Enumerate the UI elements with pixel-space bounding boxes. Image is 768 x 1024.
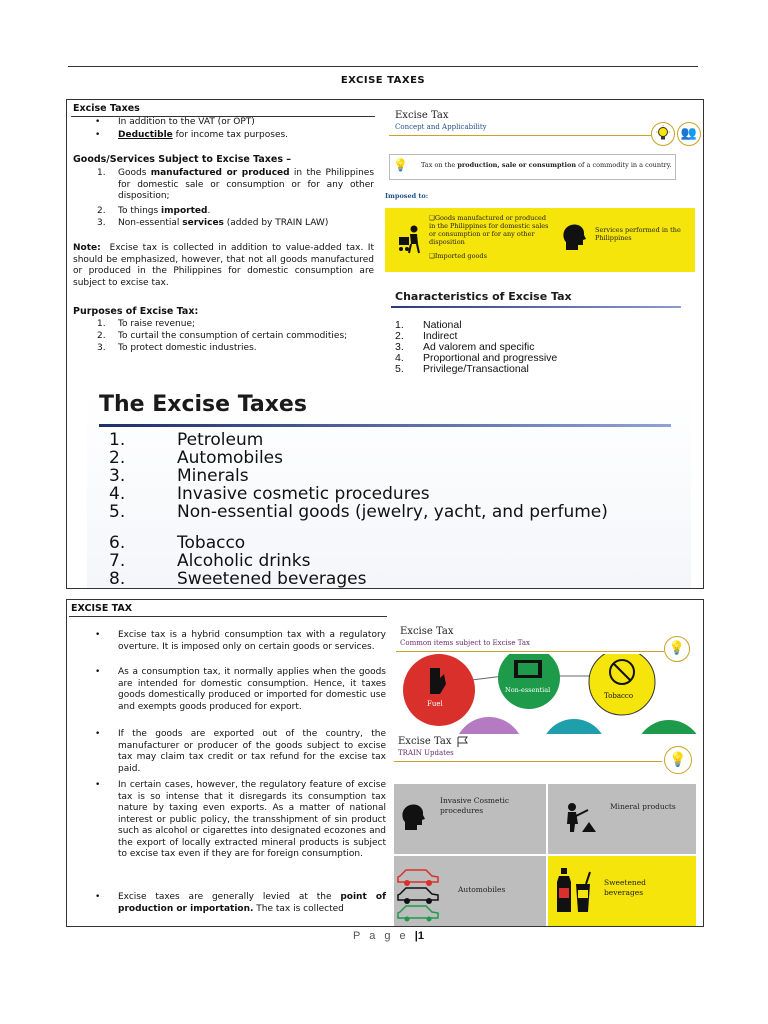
lightbulb-icon: 💡 <box>664 746 692 774</box>
cart-icon <box>397 224 423 254</box>
list-number: 3. <box>97 343 106 353</box>
cell-label: Invasive Cosmetic procedures <box>440 796 510 815</box>
services-text: Services performed in the Philippines <box>595 226 681 242</box>
list-number: 2. <box>109 448 126 468</box>
slide-common-items <box>394 620 698 738</box>
bullet-marker: • <box>95 892 101 902</box>
page-label: P a g e <box>353 930 409 942</box>
divider <box>396 651 664 652</box>
bullet-text: As a consumption tax, it normally applies when the goods are intended for domestic consumption. Hence, it taxes goods domestically produced or imported for domestic use and exempts goods produced for export. <box>118 667 386 712</box>
list-number: 6. <box>109 533 126 553</box>
list-number: 5. <box>395 363 404 375</box>
goods-heading: Goods/Services Subject to Excise Taxes – <box>73 154 292 165</box>
list-number: 1. <box>97 319 106 329</box>
slide-title: Excise Tax <box>395 110 449 121</box>
imposed-panel <box>385 208 695 272</box>
slide-title: Characteristics of Excise Tax <box>395 290 572 303</box>
slide-characteristics <box>385 286 701 376</box>
bullet-marker: • <box>95 780 101 790</box>
head-icon <box>400 802 426 832</box>
cell-label: Sweetened beverages <box>604 878 646 897</box>
list-number: 8. <box>109 569 126 589</box>
list-number: 4. <box>109 484 126 504</box>
cell-mineral <box>548 784 696 854</box>
goods-item: Goods manufactured or produced in the Philippines for domestic sale or consumption or for any other disposition; <box>118 168 375 201</box>
slide-subtitle: Common items subject to Excise Tax <box>400 639 530 647</box>
characteristic-item: Privilege/Transactional <box>423 363 529 375</box>
head-icon <box>561 222 587 252</box>
divider <box>389 135 651 136</box>
circle-label-tobacco: Tobacco <box>604 692 634 700</box>
goods-item: ❑Goods manufactured or produced in the Philippines for domestic sales or consumption or for any other disposition <box>429 214 549 246</box>
list-number: 3. <box>109 466 126 486</box>
list-number: 4. <box>395 352 404 364</box>
lightbulb-icon: 💡 <box>393 158 408 172</box>
tax-item: Invasive cosmetic procedures <box>177 484 430 504</box>
list-number: 3. <box>97 218 106 228</box>
purpose-item: To raise revenue; <box>118 319 196 329</box>
goods-item: ❑Imported goods <box>429 252 487 260</box>
bullet-text: In addition to the VAT (or OPT) <box>118 117 255 127</box>
lightbulb-icon <box>651 122 675 146</box>
tax-item: Non-essential goods (jewelry, yacht, and perfume) <box>177 502 608 522</box>
slide-title: The Excise Taxes <box>99 392 307 417</box>
heading-underline <box>69 616 387 617</box>
list-number: 5. <box>109 502 126 522</box>
people-icon: 👥 <box>677 122 701 146</box>
cell-label: Automobiles <box>458 885 506 894</box>
purposes-heading: Purposes of Excise Tax: <box>73 306 199 317</box>
page-footer <box>353 930 424 942</box>
tax-item: Alcoholic drinks <box>177 551 311 571</box>
bullet-marker: • <box>95 117 101 127</box>
tax-item: Sweetened beverages <box>177 569 367 589</box>
divider <box>391 306 681 308</box>
slide-subtitle: TRAIN Updates <box>398 749 454 757</box>
tax-item: Minerals <box>177 466 249 486</box>
slide-subtitle: Concept and Applicability <box>395 123 487 131</box>
cell-label: Mineral products <box>610 802 676 811</box>
imposed-label: Imposed to: <box>385 192 429 200</box>
flag-icon <box>456 736 470 748</box>
bullet-text: In certain cases, however, the regulatory feature of excise tax is so intense that it disregards its consumption tax nature by taxing even exports. As a matter of national interest or public policy, the transshipment of sin product such as alcohol or cigarettes into designated ecozones and the export of locally extracted mineral products is subject to excise tax even if they are for foreign consumption. <box>118 780 386 859</box>
characteristic-item: Proportional and progressive <box>423 352 558 364</box>
characteristic-item: National <box>423 319 462 331</box>
circle-label-non-essential: Non-essential <box>505 686 551 694</box>
list-number: 2. <box>395 330 404 342</box>
lightbulb-icon: 💡 <box>664 636 690 662</box>
note-paragraph: Note: Excise tax is collected in addition to value-added tax. It should be emphasized, however, that not all goods manufactured or produced in the Philippines for domestic consumption are subject to excise tax. <box>73 243 374 288</box>
slide-title: Excise Tax <box>400 626 454 637</box>
goods-item: To things imported. <box>118 206 211 216</box>
bottle-icon <box>556 868 596 914</box>
definition-text: Tax on the production, sale or consumption of a commodity in a country. <box>421 161 672 169</box>
cell-beverages <box>548 856 696 926</box>
definition-card <box>389 154 676 180</box>
list-number: 2. <box>97 331 106 341</box>
tax-item: Tobacco <box>177 533 246 553</box>
bullet-text: If the goods are exported out of the country, the manufacturer or producer of the goods subject to excise tax may claim tax credit or tax refund for the excise tax paid. <box>118 729 386 774</box>
bullet-text: Deductible for income tax purposes. <box>118 130 289 140</box>
tax-item: Petroleum <box>177 430 264 450</box>
list-number: 2. <box>97 206 106 216</box>
bullet-text: Excise taxes are generally levied at the point of production or importation. The tax is collected <box>118 892 386 914</box>
excise-tax-box <box>66 599 704 927</box>
characteristic-item: Indirect <box>423 330 458 342</box>
list-number: 1. <box>97 168 106 178</box>
excise-taxes-box <box>66 99 704 589</box>
circle-label-fuel: Fuel <box>427 700 443 708</box>
cell-cosmetic <box>394 784 546 854</box>
purpose-item: To curtail the consumption of certain commodities; <box>118 331 348 341</box>
divider <box>394 761 662 762</box>
list-number: 1. <box>109 430 126 450</box>
top-rule <box>68 66 698 67</box>
bullet-marker: • <box>95 667 101 677</box>
car-icon <box>396 862 442 922</box>
cell-automobiles <box>394 856 546 926</box>
miner-icon <box>562 802 598 834</box>
list-number: 1. <box>395 319 404 331</box>
page-number: 1 <box>417 930 424 942</box>
page-separator: | <box>414 930 418 942</box>
section-heading: EXCISE TAX <box>71 603 133 614</box>
slide-title: Excise Tax <box>398 736 452 747</box>
purpose-item: To protect domestic industries. <box>118 343 257 353</box>
bullet-text: Excise tax is a hybrid consumption tax with a regulatory overture. It is imposed only on certain goods or services. <box>118 630 386 652</box>
slide-train-updates <box>394 734 698 926</box>
common-items-diagram <box>394 654 698 738</box>
document-title: EXCISE TAXES <box>340 75 426 86</box>
list-number: 3. <box>395 341 404 353</box>
bullet-marker: • <box>95 130 101 140</box>
section-heading: Excise Taxes <box>73 103 140 114</box>
slide-concept <box>385 104 701 294</box>
divider <box>99 424 671 427</box>
characteristic-item: Ad valorem and specific <box>423 341 535 353</box>
slide-excise-list <box>87 390 691 588</box>
tax-item: Automobiles <box>177 448 283 468</box>
goods-item: Non-essential services (added by TRAIN LAW) <box>118 218 329 228</box>
bullet-marker: • <box>95 729 101 739</box>
list-number: 7. <box>109 551 126 571</box>
bullet-marker: • <box>95 630 101 640</box>
